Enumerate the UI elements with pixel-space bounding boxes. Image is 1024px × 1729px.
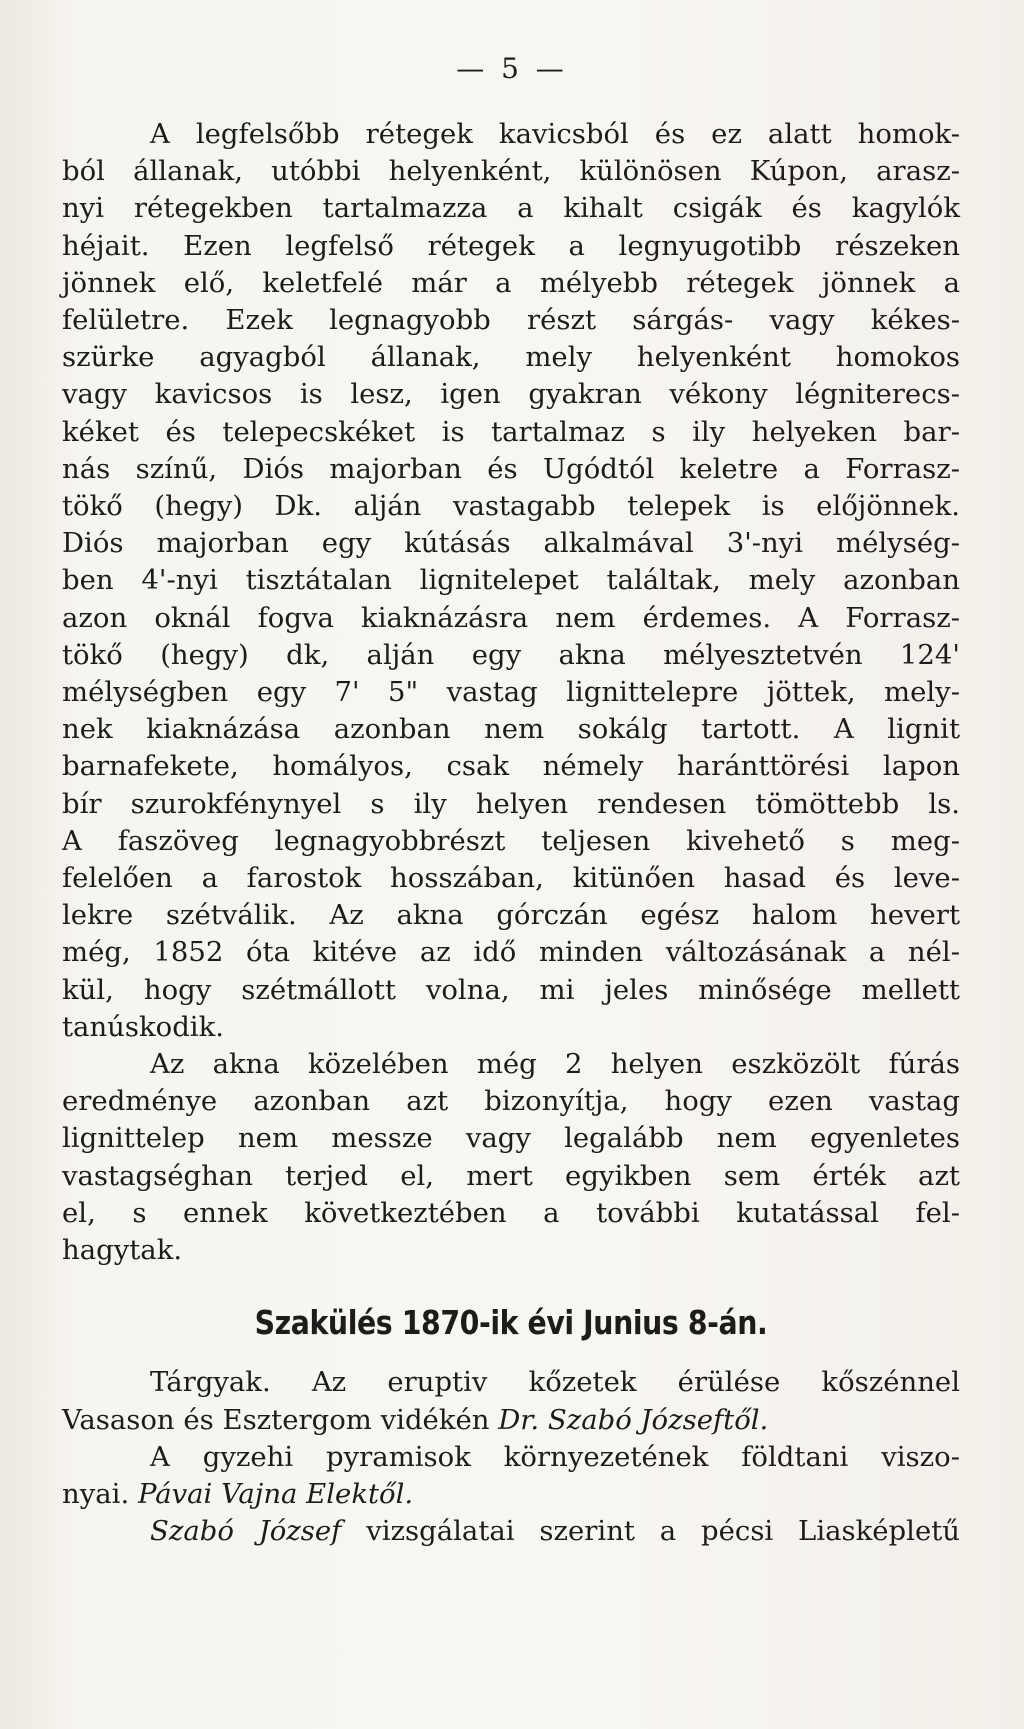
paragraph-1 bbox=[62, 116, 960, 1046]
text-line: felületre. Ezek legnagyobb részt sárgás- vagy kékes- bbox=[62, 304, 960, 337]
text-line: A faszöveg legnagyobbrészt teljesen kivehető s meg- bbox=[62, 824, 960, 857]
text-line: jönnek elő, keletfelé már a mélyebb rétegek jönnek a bbox=[62, 266, 960, 299]
text-line: nyi rétegekben tartalmazza a kihalt csigák és kagylók bbox=[62, 192, 960, 225]
text-line: héjait. Ezen legfelső rétegek a legnyugotibb részeken bbox=[62, 229, 960, 262]
text-line: szürke agyagból állanak, mely helyenként homokos bbox=[62, 341, 960, 374]
text-line: tökő (hegy) dk, alján egy akna mélyesztetvén 124' bbox=[62, 638, 960, 671]
text-line: Az akna közelében még 2 helyen eszközölt fúrás bbox=[150, 1048, 960, 1081]
text-line: kül, hogy szétmállott volna, mi jeles minősége mellett bbox=[62, 973, 960, 1006]
agenda-item-2-line-2 bbox=[62, 1476, 960, 1513]
text-line: tökő (hegy) Dk. alján vastagabb telepek is előjönnek. bbox=[62, 490, 960, 523]
text-line: eredménye azonban azt bizonyítja, hogy ezen vastag bbox=[62, 1085, 960, 1118]
section-heading: Szakülés 1870-ik évi Junius 8-án. bbox=[254, 1303, 768, 1343]
agenda-item-3 bbox=[62, 1513, 960, 1550]
agenda-item-1-text: Vasason és Esztergom vidékén bbox=[62, 1403, 490, 1436]
text-line: A legfelsőbb rétegek kavicsból és ez alatt homok- bbox=[150, 118, 960, 150]
agenda-item-3-line-1 bbox=[62, 1513, 960, 1550]
text-line: vastagséghan terjed el, mert egyikben sem érték azt bbox=[62, 1159, 960, 1192]
agenda-item-2-line-1: A gyzehi pyramisok környezetének földtani viszo- bbox=[150, 1440, 960, 1473]
text-line: nek kiaknázása azonban nem sokálg tartott. A lignit bbox=[62, 713, 960, 746]
text-line: felelően a farostok hosszában, kitünően hasad és leve- bbox=[62, 862, 960, 895]
text-line: Diós majorban egy kútásás alkalmával 3'-nyi mélység- bbox=[62, 527, 960, 560]
agenda bbox=[62, 1364, 960, 1550]
text-line: bír szurokfénynyel s ily helyen rendesen tömöttebb ls. bbox=[62, 787, 960, 820]
text-line: még, 1852 óta kitéve az idő minden változásának a nél- bbox=[62, 936, 960, 969]
agenda-item-3-text: vizsgálatai szerint a pécsi Liasképletű bbox=[366, 1515, 960, 1548]
paragraph-2 bbox=[62, 1046, 960, 1269]
agenda-item-1 bbox=[62, 1364, 960, 1438]
page-number: — 5 — bbox=[456, 52, 568, 85]
text-line: kéket és telepecskéket is tartalmaz s ily helyeken bar- bbox=[62, 415, 960, 448]
agenda-item-1-line-1: Tárgyak. Az eruptiv kőzetek érülése kőszénnel bbox=[150, 1366, 960, 1399]
text-line: barnafekete, homályos, csak némely haránttörési lapon bbox=[62, 750, 960, 783]
text-line: lignittelep nem messze vagy legalább nem egyenletes bbox=[62, 1122, 960, 1155]
text-line: lekre szétválik. Az akna górczán egész halom hevert bbox=[62, 899, 960, 932]
text-line: hagytak. bbox=[62, 1234, 183, 1267]
text-line: mélységben egy 7' 5" vastag lignittelepre jöttek, mely- bbox=[62, 676, 960, 709]
text-line: el, s ennek következtében a további kutatással fel- bbox=[62, 1196, 960, 1229]
agenda-item-2-author: Pávai Vajna Elektől. bbox=[137, 1477, 414, 1510]
agenda-item-2 bbox=[62, 1439, 960, 1513]
text-line: tanúskodik. bbox=[62, 1010, 225, 1043]
text-line: nás színű, Diós majorban és Ugódtól keletre a Forrasz- bbox=[62, 452, 960, 485]
agenda-item-3-author: Szabó József bbox=[150, 1515, 342, 1548]
agenda-item-1-line-2 bbox=[62, 1402, 960, 1439]
text-line: ben 4'-nyi tisztátalan lignitelepet találtak, mely azonban bbox=[62, 564, 960, 597]
text-line: vagy kavicsos is lesz, igen gyakran vékony légniterecs- bbox=[62, 378, 960, 411]
agenda-item-2-text: nyai. bbox=[62, 1477, 130, 1510]
text-line: azon oknál fogva kiaknázásra nem érdemes. A Forrasz- bbox=[62, 601, 960, 634]
body-text bbox=[62, 116, 960, 1550]
agenda-item-1-author: Dr. Szabó Józseftől. bbox=[498, 1403, 769, 1436]
text-line: ból állanak, utóbbi helyenként, különösen Kúpon, arasz- bbox=[62, 155, 960, 188]
